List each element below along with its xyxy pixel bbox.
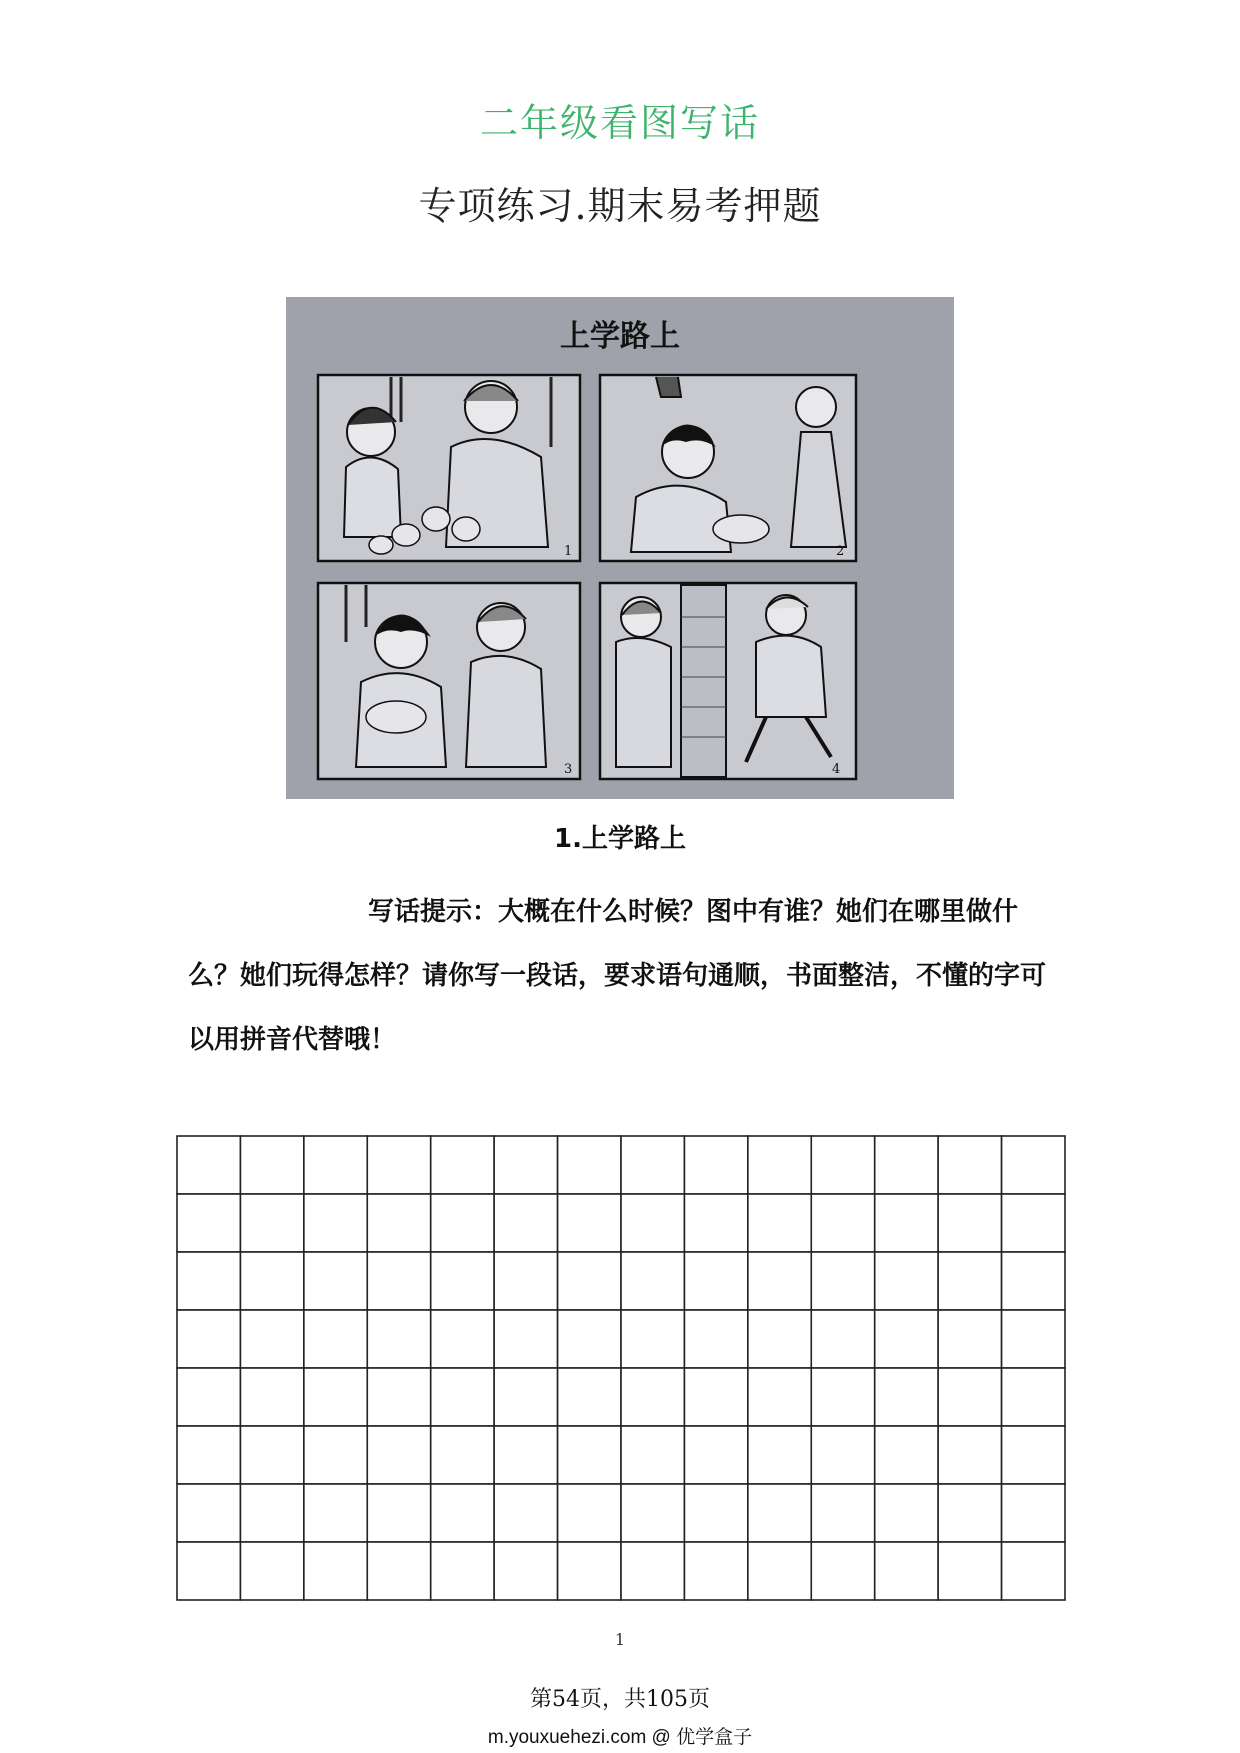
grid-cell[interactable] [494, 1426, 557, 1484]
grid-cell[interactable] [748, 1426, 811, 1484]
grid-cell[interactable] [240, 1194, 303, 1252]
grid-cell[interactable] [240, 1310, 303, 1368]
grid-cell[interactable] [621, 1252, 684, 1310]
comic-panel-4 [600, 583, 856, 779]
grid-cell[interactable] [748, 1310, 811, 1368]
grid-cell[interactable] [1002, 1252, 1065, 1310]
grid-cell[interactable] [621, 1426, 684, 1484]
comic-panels [286, 297, 954, 799]
grid-cell[interactable] [938, 1252, 1001, 1310]
grid-cell[interactable] [558, 1252, 621, 1310]
grid-cell[interactable] [304, 1484, 367, 1542]
grid-cell[interactable] [431, 1542, 494, 1600]
grid-cell[interactable] [875, 1368, 938, 1426]
comic-panel-2 [600, 375, 856, 561]
grid-cell[interactable] [494, 1194, 557, 1252]
grid-cell[interactable] [494, 1136, 557, 1194]
grid-cell[interactable] [304, 1426, 367, 1484]
grid-cell[interactable] [558, 1368, 621, 1426]
grid-cell[interactable] [938, 1310, 1001, 1368]
panel-number: 1 [564, 544, 573, 559]
grid-cell[interactable] [494, 1252, 557, 1310]
grid-cell[interactable] [558, 1136, 621, 1194]
grid-cell[interactable] [875, 1136, 938, 1194]
grid-cell[interactable] [177, 1310, 240, 1368]
grid-cell[interactable] [1002, 1136, 1065, 1194]
page-count: 第54页，共105页 [530, 1687, 710, 1712]
grid-cell[interactable] [811, 1542, 874, 1600]
grid-cell[interactable] [875, 1194, 938, 1252]
grid-cell[interactable] [431, 1368, 494, 1426]
grid-cell[interactable] [240, 1136, 303, 1194]
grid-cell[interactable] [558, 1484, 621, 1542]
grid-cell[interactable] [1002, 1484, 1065, 1542]
grid-cell[interactable] [938, 1194, 1001, 1252]
grid-cell[interactable] [367, 1252, 430, 1310]
grid-cell[interactable] [875, 1542, 938, 1600]
grid-cell[interactable] [1002, 1542, 1065, 1600]
grid-cell[interactable] [811, 1484, 874, 1542]
grid-cell[interactable] [558, 1542, 621, 1600]
grid-cell[interactable] [811, 1310, 874, 1368]
grid-cell[interactable] [938, 1136, 1001, 1194]
grid-cell[interactable] [367, 1426, 430, 1484]
grid-cell[interactable] [177, 1542, 240, 1600]
grid-cell[interactable] [684, 1368, 747, 1426]
grid-cell[interactable] [811, 1426, 874, 1484]
grid-cell[interactable] [1002, 1368, 1065, 1426]
panel-number: 4 [832, 762, 841, 777]
grid-cell[interactable] [1002, 1310, 1065, 1368]
grid-cell[interactable] [367, 1542, 430, 1600]
grid-cell[interactable] [240, 1368, 303, 1426]
grid-cell[interactable] [494, 1310, 557, 1368]
grid-cell[interactable] [684, 1484, 747, 1542]
grid-cell[interactable] [494, 1368, 557, 1426]
grid-cell[interactable] [494, 1542, 557, 1600]
grid-cell[interactable] [431, 1310, 494, 1368]
grid-cell[interactable] [240, 1252, 303, 1310]
grid-cell[interactable] [621, 1368, 684, 1426]
grid-cell[interactable] [748, 1542, 811, 1600]
grid-cell[interactable] [621, 1484, 684, 1542]
grid-cell[interactable] [621, 1136, 684, 1194]
grid-cell[interactable] [684, 1136, 747, 1194]
grid-cell[interactable] [431, 1426, 494, 1484]
grid-cell[interactable] [367, 1310, 430, 1368]
site-footer: m.youxuehezi.com @ 优学盒子 [487, 1727, 753, 1748]
grid-cell[interactable] [875, 1484, 938, 1542]
grid-cell[interactable] [558, 1426, 621, 1484]
grid-cell[interactable] [431, 1252, 494, 1310]
grid-cell[interactable] [621, 1310, 684, 1368]
grid-cell[interactable] [177, 1368, 240, 1426]
page-number: 1 [614, 1630, 626, 1649]
grid-cell[interactable] [304, 1542, 367, 1600]
story-illustration [286, 297, 954, 799]
grid-cell[interactable] [938, 1368, 1001, 1426]
grid-cell[interactable] [367, 1484, 430, 1542]
grid-cell[interactable] [938, 1484, 1001, 1542]
grid-cell[interactable] [1002, 1194, 1065, 1252]
grid-cell[interactable] [621, 1194, 684, 1252]
grid-cell[interactable] [811, 1136, 874, 1194]
grid-cell[interactable] [177, 1136, 240, 1194]
panel-number: 3 [564, 762, 573, 777]
writing-prompt: 写话提示：大概在什么时候？图中有谁？她们在哪里做什么？她们玩得怎样？请你写一段话，要求语句通顺，书面整洁，不懂的字可以用拼音代替哦！ [188, 897, 1047, 1055]
grid-cell[interactable] [240, 1484, 303, 1542]
document-subtitle: 专项练习.期末易考押题 [418, 184, 822, 228]
grid-cell[interactable] [684, 1310, 747, 1368]
grid-cell[interactable] [684, 1542, 747, 1600]
grid-cell[interactable] [431, 1194, 494, 1252]
grid-cell[interactable] [748, 1194, 811, 1252]
grid-cell[interactable] [367, 1194, 430, 1252]
writing-grid[interactable] [176, 1135, 1066, 1601]
grid-cell[interactable] [811, 1194, 874, 1252]
grid-cell[interactable] [684, 1252, 747, 1310]
grid-cell[interactable] [748, 1136, 811, 1194]
grid-cell[interactable] [684, 1194, 747, 1252]
grid-cell[interactable] [558, 1310, 621, 1368]
grid-cell[interactable] [684, 1426, 747, 1484]
panel-number: 2 [836, 544, 845, 559]
grid-cell[interactable] [811, 1252, 874, 1310]
grid-cell[interactable] [177, 1252, 240, 1310]
grid-cell[interactable] [748, 1368, 811, 1426]
grid-cell[interactable] [177, 1426, 240, 1484]
grid-cell[interactable] [748, 1252, 811, 1310]
grid-cell[interactable] [1002, 1426, 1065, 1484]
grid-cell[interactable] [367, 1368, 430, 1426]
grid-cell[interactable] [177, 1484, 240, 1542]
grid-cell[interactable] [304, 1252, 367, 1310]
illustration-title: 上学路上 [560, 319, 680, 354]
grid-cell[interactable] [240, 1426, 303, 1484]
grid-cell[interactable] [304, 1368, 367, 1426]
comic-panel-3 [318, 583, 580, 779]
grid-cell[interactable] [875, 1426, 938, 1484]
grid-cell[interactable] [431, 1136, 494, 1194]
document-title: 二年级看图写话 [479, 101, 760, 145]
grid-cell[interactable] [494, 1484, 557, 1542]
grid-cell[interactable] [304, 1310, 367, 1368]
comic-panel-1 [318, 375, 580, 561]
grid-cell[interactable] [811, 1368, 874, 1426]
grid-cell[interactable] [431, 1484, 494, 1542]
exercise-heading: 1.上学路上 [554, 824, 686, 854]
grid-cell[interactable] [938, 1542, 1001, 1600]
grid-cell[interactable] [875, 1310, 938, 1368]
grid-cell[interactable] [367, 1136, 430, 1194]
grid-cell[interactable] [304, 1194, 367, 1252]
grid-cell[interactable] [938, 1426, 1001, 1484]
grid-cell[interactable] [748, 1484, 811, 1542]
grid-cell[interactable] [304, 1136, 367, 1194]
grid-cell[interactable] [621, 1542, 684, 1600]
grid-cell[interactable] [177, 1194, 240, 1252]
grid-cell[interactable] [875, 1252, 938, 1310]
grid-cell[interactable] [240, 1542, 303, 1600]
grid-cell[interactable] [558, 1194, 621, 1252]
